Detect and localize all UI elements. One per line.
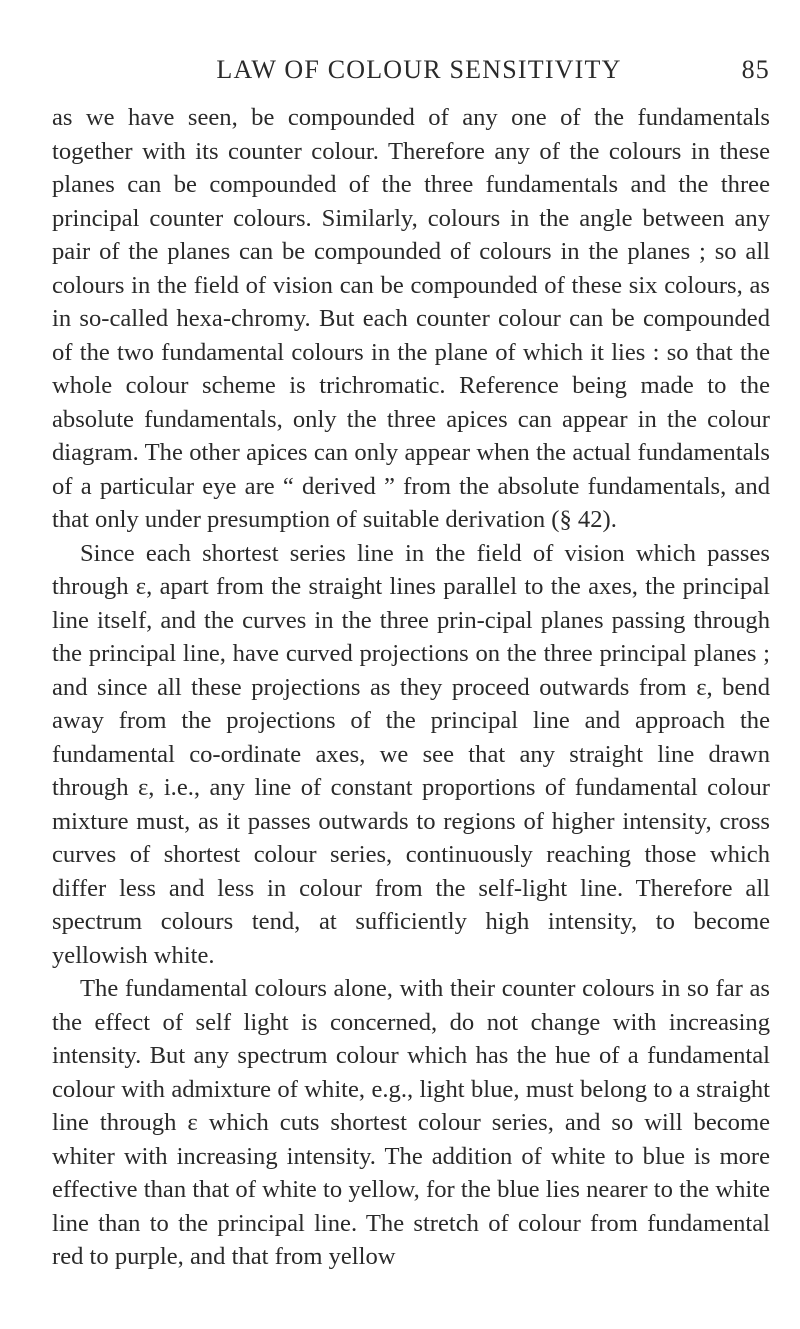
paragraph-shortest-series: Since each shortest series line in the field of vision which passes through ε, apart from the straight lines parallel to the axes, the principal line itself, and the curves in the three prin-cipal planes passing through the principal line, have curved projections on the three principal planes ; and since all these projections as they proceed outwards from ε, bend away from the projections of the principal line and approach the fundamental co-ordinate axes, we see that any straight line drawn through ε, i.e., any line of constant proportions of fundamental colour mixture must, as it passes outwards to regions of higher intensity, cross curves of shortest colour series, continuously reaching those which differ less and less in colour from the self-light line. Therefore all spectrum colours tend, at sufficiently high intensity, to become yellowish white. xyxy=(52,539,770,969)
paragraph-fundamental-colours: The fundamental colours alone, with their counter colours in so far as the effect of self light is concerned, do not change with increasing intensity. But any spectrum colour which has the hue of a fundamental colour with admixture of white, e.g., light blue, must belong to a straight line through ε which cuts shortest colour series, and so will become whiter with increasing intensity. The addition of white to blue is more effective than that of white to yellow, for the blue lies nearer to the white line than to the principal line. The stretch of colour from fundamental red to purple, and that from yellow xyxy=(52,975,770,1270)
paragraph-continued: as we have seen, be compounded of any one of the fundamentals together with its counter colour. Therefore any of the colours in these planes can be compounded of the three fundamentals and the three principal counter colours. Similarly, colours in the angle between any pair of the planes can be compounded of colours in the planes ; so all colours in the field of vision can be compounded of these six colours, as in so-called hexa-chromy. But each counter colour can be compounded of the two fundamental colours in the plane of which it lies : so that the whole colour scheme is trichromatic. Reference being made to the absolute fundamentals, only the three apices can appear in the colour diagram. The other apices can only appear when the actual fundamentals of a particular eye are “ derived ” from the absolute fundamentals, and that only under presumption of suitable derivation (§ 42). xyxy=(52,104,770,533)
page-number: 85 xyxy=(741,55,770,84)
body-text xyxy=(52,101,770,1274)
running-title: LAW OF COLOUR SENSITIVITY xyxy=(216,55,622,84)
running-head xyxy=(52,52,770,88)
